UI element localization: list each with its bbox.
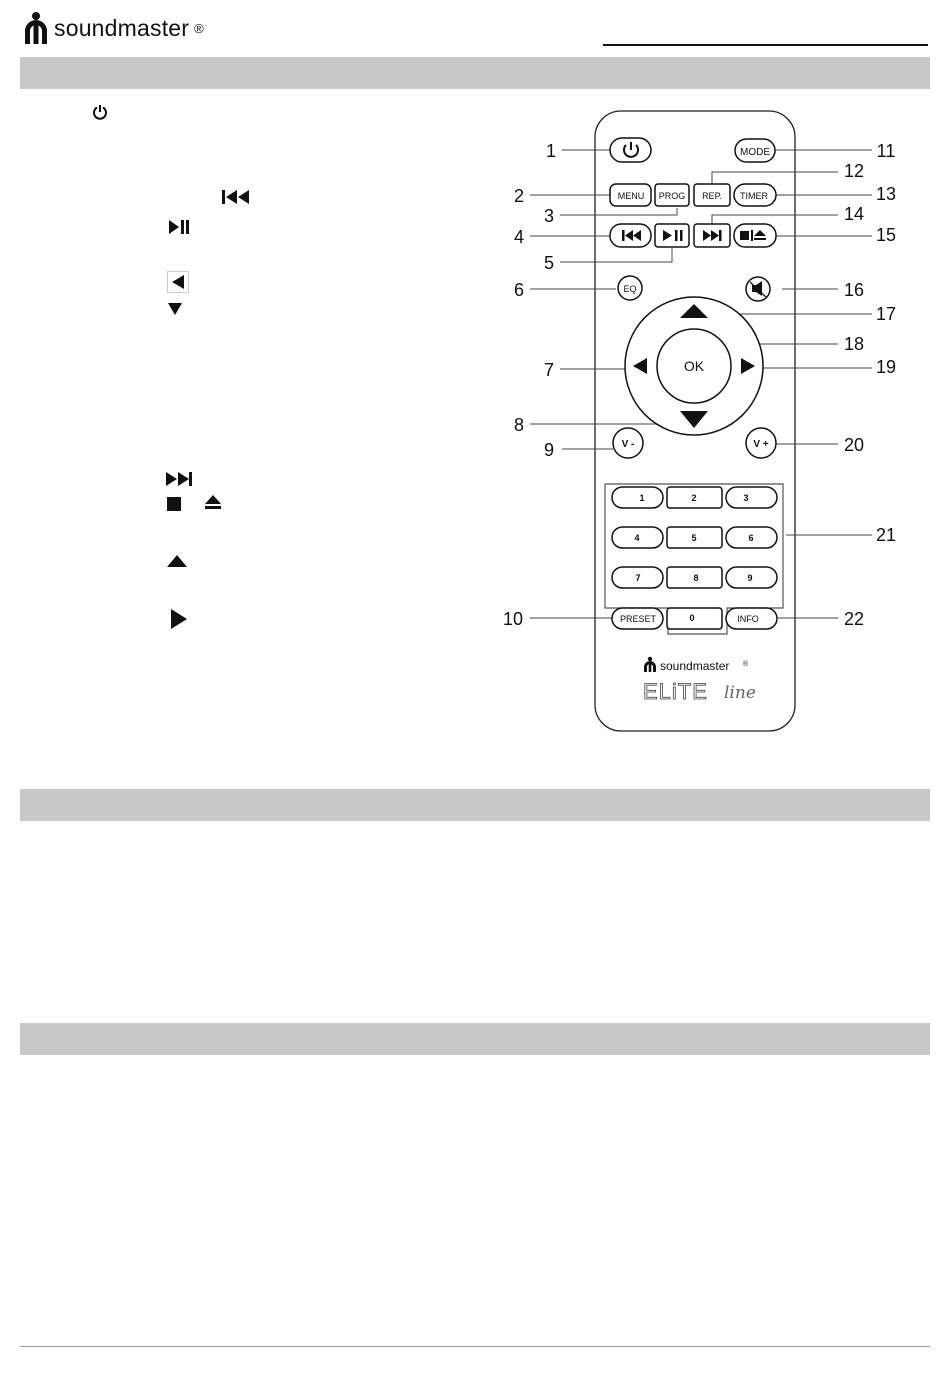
callout-11: 11 [876,141,896,161]
eject-icon [202,492,224,512]
callout-9: 9 [543,440,555,460]
footer-rule [20,1346,930,1347]
prog-label: PROG [658,191,686,201]
callout-14: 14 [843,204,865,224]
arrow-down-icon [164,300,186,318]
rep-label: REP. [702,191,722,201]
skip-back-icon [220,187,252,207]
svg-text:8: 8 [693,573,699,583]
svg-text:2: 2 [691,493,697,503]
ok-label: OK [683,358,705,374]
power-icon [90,102,110,122]
callout-8: 8 [513,415,525,435]
preset-label: PRESET [619,614,657,624]
callout-12: 12 [843,161,865,181]
callout-16: 16 [843,280,865,300]
mode-label: MODE [740,147,770,158]
line-script: line [724,683,756,703]
callout-18: 18 [843,334,865,354]
svg-text:®: ® [743,661,749,668]
callout-6: 6 [513,280,525,300]
registered-mark: ® [194,20,204,36]
section-bar-3 [20,1023,930,1055]
svg-text:3: 3 [743,493,749,503]
arrow-left-icon [166,270,190,294]
remote-branding [643,657,756,704]
callout-19: 19 [875,357,897,377]
menu-label: MENU [617,191,645,201]
timer-label: TIMER [740,191,768,201]
skip-forward-icon [164,469,194,489]
svg-text:9: 9 [747,573,753,583]
callout-17: 17 [875,304,897,324]
callout-13: 13 [875,184,897,204]
section-bar-2 [20,789,930,821]
callout-2: 2 [513,186,525,206]
callout-4: 4 [513,227,525,247]
svg-text:7: 7 [635,573,641,583]
zero-label: 0 [689,613,695,623]
callout-22: 22 [843,609,865,629]
section-bar-remote-control [20,57,930,89]
arrow-up-icon [164,552,190,570]
svg-text:1: 1 [639,493,645,503]
callout-10: 10 [502,609,524,629]
svg-text:6: 6 [748,533,754,543]
info-label: INFO [737,614,759,624]
callout-3: 3 [543,206,555,226]
brand-logo [22,10,204,46]
stop-icon [164,494,184,514]
eq-label: EQ [623,284,637,294]
arrow-right-icon [166,607,190,631]
soundmaster-logo-icon [22,11,50,45]
elite-wordmark: ELiTE [643,679,708,704]
callout-21: 21 [875,525,897,545]
callout-5: 5 [543,253,555,273]
callout-7: 7 [543,360,555,380]
svg-text:5: 5 [691,533,697,543]
remote-brand-name: soundmaster [660,659,730,673]
volume-up-label: V + [753,439,769,450]
callout-1: 1 [545,141,557,161]
callout-20: 20 [843,435,865,455]
play-pause-icon [166,217,192,237]
brand-name: soundmaster [54,14,190,41]
volume-down-label: V - [621,439,635,450]
svg-text:4: 4 [634,533,640,543]
remote-control-illustration [495,100,930,740]
callout-15: 15 [875,225,897,245]
header-rule [603,44,928,46]
